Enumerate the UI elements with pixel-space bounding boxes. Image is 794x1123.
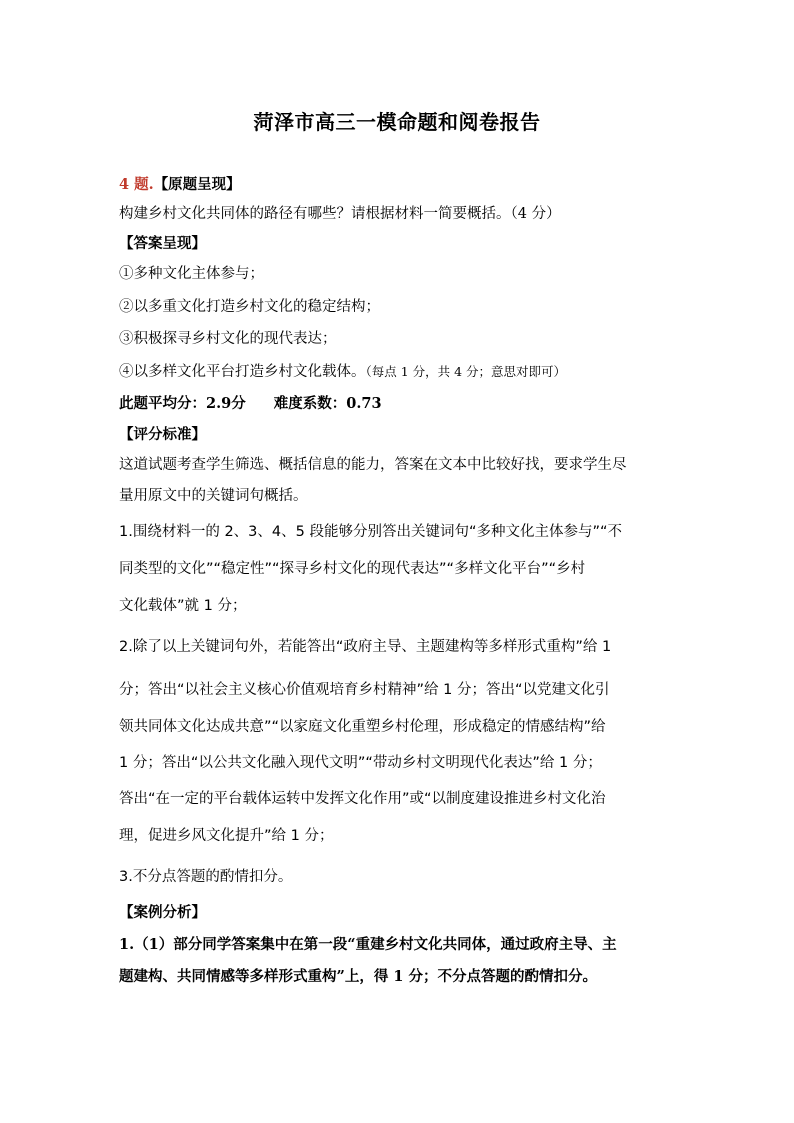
criteria-intro-1: 这道试题考查学生筛选、概括信息的能力，答案在文本中比较好找，要求学生尽 [119, 457, 627, 473]
criteria-p2-line-5: 答出“在一定的平台载体运转中发挥文化作用”或“以制度建设推进乡村文化治 [119, 791, 606, 807]
answer-item-4: ④以多样文化平台打造乡村文化载体。 [119, 364, 366, 380]
criteria-p2-line-4: 1 分；答出“以公共文化融入现代文明”“带动乡村文明现代化表达”给 1 分； [119, 755, 602, 771]
question-heading: 【原题呈现】 [153, 176, 241, 193]
criteria-p2-line-1: 2.除了以上关键词句外，若能答出“政府主导、主题建构等多样形式重构”给 1 [119, 639, 612, 655]
answer-item-2: ②以多重文化打造乡村文化的稳定结构； [119, 299, 380, 315]
answer-note: （每点 1 分，共 4 分；意思对即可） [365, 364, 567, 379]
answer-item-1: ①多种文化主体参与； [119, 266, 264, 282]
answer-heading: 【答案呈现】 [119, 235, 206, 252]
criteria-p2-line-2: 分；答出“以社会主义核心价值观培育乡村精神”给 1 分；答出“以党建文化引 [119, 682, 610, 698]
criteria-p3: 3.不分点答题的酌情扣分。 [119, 869, 293, 885]
criteria-p1-line-2: 同类型的文化”“稳定性”“探寻乡村文化的现代表达”“多样文化平台”“乡村 [119, 561, 586, 577]
criteria-p2-line-3: 领共同体文化达成共意”“以家庭文化重塑乡村伦理，形成稳定的情感结构”给 [119, 719, 606, 735]
answer-item-4-line [119, 362, 689, 382]
question-heading-line [119, 175, 689, 195]
question-text: 构建乡村文化共同体的路径有哪些？请根据材料一简要概括。（4 分） [119, 206, 561, 222]
difficulty-coefficient: 难度系数：0.73 [273, 395, 382, 412]
average-score: 此题平均分：2.9分 [119, 395, 246, 412]
criteria-p2-line-6: 理，促进乡风文化提升”给 1 分； [119, 828, 334, 844]
criteria-p1-line-1: 1.围绕材料一的 2、3、4、5 段能够分别答出关键词句“多种文化主体参与”“不 [119, 524, 622, 540]
stats-line [119, 394, 689, 414]
criteria-p1-line-3: 文化载体”就 1 分； [119, 598, 247, 614]
criteria-intro-2: 量用原文中的关键词句概括。 [119, 488, 308, 504]
criteria-heading: 【评分标准】 [119, 426, 206, 443]
cases-line-1: 1.（1）部分同学答案集中在第一段“重建乡村文化共同体，通过政府主导、主 [119, 936, 617, 953]
answer-item-3: ③积极探寻乡村文化的现代表达； [119, 331, 337, 347]
question-number: 4 题. [119, 176, 154, 193]
cases-heading: 【案例分析】 [119, 904, 206, 921]
page-title: 菏泽市高三一模命题和阅卷报告 [253, 110, 541, 134]
cases-line-2: 题建构、共同情感等多样形式重构”上，得 1 分；不分点答题的酌情扣分。 [119, 968, 598, 985]
